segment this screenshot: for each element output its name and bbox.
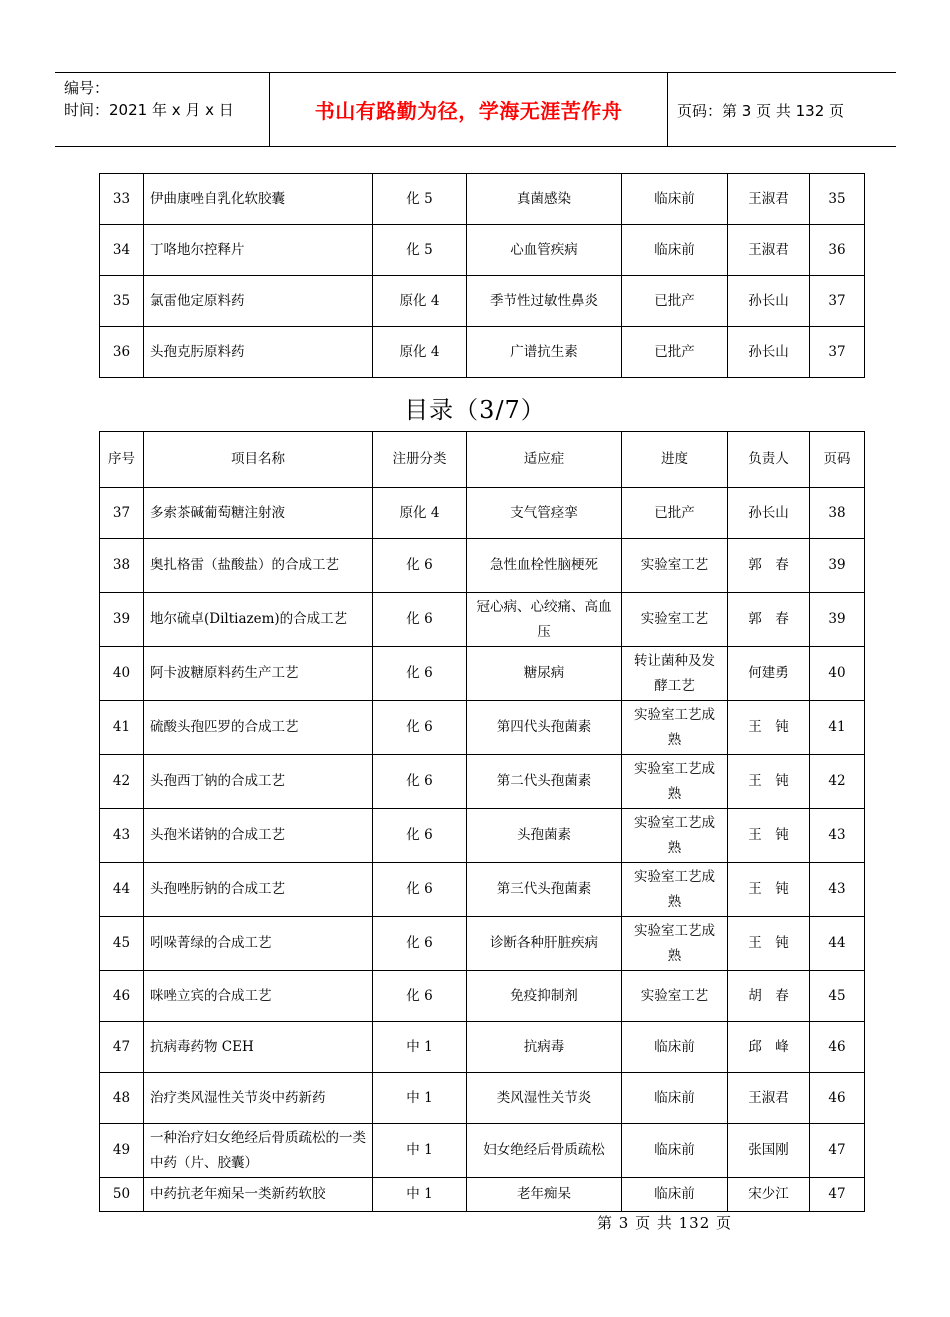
catalog-table-body bbox=[100, 174, 865, 378]
cell-page: 37 bbox=[810, 327, 865, 378]
cell-indication: 免疫抑制剂 bbox=[467, 971, 622, 1022]
table-row bbox=[100, 488, 865, 539]
time-text: 时间：2021 年 x 月 x 日 bbox=[64, 101, 234, 119]
cell-owner: 王 钝 bbox=[728, 755, 810, 809]
cell-page: 47 bbox=[810, 1124, 865, 1178]
table-row bbox=[100, 174, 865, 225]
cell-progress: 实验室工艺 bbox=[622, 539, 728, 593]
cell-name: 头孢唑肟钠的合成工艺 bbox=[144, 863, 373, 917]
cell-category: 原化 4 bbox=[373, 276, 467, 327]
cell-category: 原化 4 bbox=[373, 488, 467, 539]
cell-category: 中 1 bbox=[373, 1073, 467, 1124]
table-row bbox=[100, 647, 865, 701]
cell-category: 原化 4 bbox=[373, 327, 467, 378]
cell-indication: 糖尿病 bbox=[467, 647, 622, 701]
header-divider bbox=[667, 73, 668, 146]
cell-name: 伊曲康唑自乳化软胶囊 bbox=[144, 174, 373, 225]
cell-category: 中 1 bbox=[373, 1178, 467, 1212]
cell-name: 中药抗老年痴呆一类新药软胶 bbox=[144, 1178, 373, 1212]
table-row bbox=[100, 1022, 865, 1073]
cell-category: 化 6 bbox=[373, 593, 467, 647]
cell-no: 50 bbox=[100, 1178, 144, 1212]
cell-page: 38 bbox=[810, 488, 865, 539]
catalog-table bbox=[99, 431, 865, 1212]
cell-owner: 张国刚 bbox=[728, 1124, 810, 1178]
table-row bbox=[100, 1073, 865, 1124]
cell-no: 48 bbox=[100, 1073, 144, 1124]
cell-progress: 临床前 bbox=[622, 1022, 728, 1073]
header-owner: 负责人 bbox=[728, 432, 810, 488]
table-row bbox=[100, 755, 865, 809]
cell-owner: 王 钝 bbox=[728, 917, 810, 971]
cell-page: 42 bbox=[810, 755, 865, 809]
cell-name: 治疗类风湿性关节炎中药新药 bbox=[144, 1073, 373, 1124]
cell-page: 39 bbox=[810, 593, 865, 647]
cell-category: 化 5 bbox=[373, 174, 467, 225]
table-row bbox=[100, 971, 865, 1022]
cell-no: 37 bbox=[100, 488, 144, 539]
table-row bbox=[100, 539, 865, 593]
table-header-row bbox=[100, 432, 865, 488]
table-row bbox=[100, 225, 865, 276]
cell-page: 39 bbox=[810, 539, 865, 593]
cell-owner: 郭 春 bbox=[728, 593, 810, 647]
cell-progress: 实验室工艺 bbox=[622, 971, 728, 1022]
section-title: 目录（3/7） bbox=[404, 396, 546, 424]
cell-progress: 已批产 bbox=[622, 327, 728, 378]
cell-name: 咪唑立宾的合成工艺 bbox=[144, 971, 373, 1022]
cell-no: 40 bbox=[100, 647, 144, 701]
cell-indication: 季节性过敏性鼻炎 bbox=[467, 276, 622, 327]
header-category: 注册分类 bbox=[373, 432, 467, 488]
page-footer: 第 3 页 共 132 页 bbox=[597, 1214, 733, 1232]
cell-category: 化 6 bbox=[373, 971, 467, 1022]
cell-indication: 真菌感染 bbox=[467, 174, 622, 225]
cell-page: 46 bbox=[810, 1022, 865, 1073]
cell-owner: 王 钝 bbox=[728, 809, 810, 863]
cell-owner: 王淑君 bbox=[728, 1073, 810, 1124]
cell-indication: 冠心病、心绞痛、高血压 bbox=[467, 593, 622, 647]
cell-no: 46 bbox=[100, 971, 144, 1022]
cell-no: 49 bbox=[100, 1124, 144, 1178]
cell-progress: 实验室工艺成熟 bbox=[622, 917, 728, 971]
cell-no: 34 bbox=[100, 225, 144, 276]
cell-indication: 第四代头孢菌素 bbox=[467, 701, 622, 755]
cell-owner: 孙长山 bbox=[728, 327, 810, 378]
cell-category: 化 6 bbox=[373, 701, 467, 755]
cell-name: 头孢西丁钠的合成工艺 bbox=[144, 755, 373, 809]
cell-name: 抗病毒药物 CEH bbox=[144, 1022, 373, 1073]
header-indication: 适应症 bbox=[467, 432, 622, 488]
header-no: 序号 bbox=[100, 432, 144, 488]
header-name: 项目名称 bbox=[144, 432, 373, 488]
cell-page: 44 bbox=[810, 917, 865, 971]
table-row bbox=[100, 1124, 865, 1178]
cell-name: 头孢米诺钠的合成工艺 bbox=[144, 809, 373, 863]
cell-progress: 实验室工艺成熟 bbox=[622, 809, 728, 863]
cell-page: 45 bbox=[810, 971, 865, 1022]
cell-indication: 头孢菌素 bbox=[467, 809, 622, 863]
cell-category: 化 6 bbox=[373, 539, 467, 593]
table-row bbox=[100, 276, 865, 327]
cell-owner: 郭 春 bbox=[728, 539, 810, 593]
cell-progress: 实验室工艺 bbox=[622, 593, 728, 647]
cell-name: 阿卡波糖原料药生产工艺 bbox=[144, 647, 373, 701]
header-motto: 书山有路勤为径，学海无涯苦作舟 bbox=[314, 99, 623, 123]
cell-no: 39 bbox=[100, 593, 144, 647]
cell-no: 44 bbox=[100, 863, 144, 917]
cell-progress: 临床前 bbox=[622, 1178, 728, 1212]
cell-progress: 实验室工艺成熟 bbox=[622, 755, 728, 809]
cell-page: 43 bbox=[810, 809, 865, 863]
cell-name: 硫酸头孢匹罗的合成工艺 bbox=[144, 701, 373, 755]
cell-category: 化 5 bbox=[373, 225, 467, 276]
cell-indication: 广谱抗生素 bbox=[467, 327, 622, 378]
cell-no: 33 bbox=[100, 174, 144, 225]
cell-indication: 诊断各种肝脏疾病 bbox=[467, 917, 622, 971]
cell-no: 47 bbox=[100, 1022, 144, 1073]
cell-name: 一种治疗妇女绝经后骨质疏松的一类中药（片、胶囊） bbox=[144, 1124, 373, 1178]
catalog-table-continued bbox=[99, 173, 865, 378]
header-page-number: 页码：第 3 页 共 132 页 bbox=[677, 102, 845, 120]
cell-owner: 孙长山 bbox=[728, 488, 810, 539]
cell-owner: 何建勇 bbox=[728, 647, 810, 701]
header-page: 页码 bbox=[810, 432, 865, 488]
table-row bbox=[100, 593, 865, 647]
cell-name: 地尔硫卓(Diltiazem)的合成工艺 bbox=[144, 593, 373, 647]
page-header bbox=[55, 72, 896, 147]
table-row bbox=[100, 1178, 865, 1212]
cell-indication: 类风湿性关节炎 bbox=[467, 1073, 622, 1124]
table-row bbox=[100, 327, 865, 378]
cell-indication: 支气管痉挛 bbox=[467, 488, 622, 539]
cell-page: 37 bbox=[810, 276, 865, 327]
cell-category: 中 1 bbox=[373, 1022, 467, 1073]
cell-no: 43 bbox=[100, 809, 144, 863]
cell-indication: 心血管疾病 bbox=[467, 225, 622, 276]
cell-progress: 临床前 bbox=[622, 1073, 728, 1124]
cell-progress: 实验室工艺成熟 bbox=[622, 863, 728, 917]
cell-indication: 第二代头孢菌素 bbox=[467, 755, 622, 809]
cell-progress: 临床前 bbox=[622, 174, 728, 225]
cell-no: 35 bbox=[100, 276, 144, 327]
cell-name: 多索茶碱葡萄糖注射液 bbox=[144, 488, 373, 539]
cell-progress: 转让菌种及发酵工艺 bbox=[622, 647, 728, 701]
cell-category: 化 6 bbox=[373, 863, 467, 917]
code-label: 编号： bbox=[64, 79, 110, 97]
cell-page: 41 bbox=[810, 701, 865, 755]
cell-owner: 邱 峰 bbox=[728, 1022, 810, 1073]
catalog-table-body bbox=[100, 488, 865, 1212]
cell-category: 化 6 bbox=[373, 809, 467, 863]
header-progress: 进度 bbox=[622, 432, 728, 488]
cell-owner: 王 钝 bbox=[728, 863, 810, 917]
cell-page: 40 bbox=[810, 647, 865, 701]
cell-progress: 实验室工艺成熟 bbox=[622, 701, 728, 755]
cell-indication: 老年痴呆 bbox=[467, 1178, 622, 1212]
cell-name: 吲哚菁绿的合成工艺 bbox=[144, 917, 373, 971]
cell-owner: 王 钝 bbox=[728, 701, 810, 755]
cell-page: 46 bbox=[810, 1073, 865, 1124]
cell-page: 35 bbox=[810, 174, 865, 225]
table-row bbox=[100, 809, 865, 863]
cell-indication: 妇女绝经后骨质疏松 bbox=[467, 1124, 622, 1178]
table-row bbox=[100, 701, 865, 755]
cell-owner: 王淑君 bbox=[728, 174, 810, 225]
cell-name: 丁咯地尔控释片 bbox=[144, 225, 373, 276]
cell-page: 47 bbox=[810, 1178, 865, 1212]
cell-owner: 孙长山 bbox=[728, 276, 810, 327]
cell-no: 45 bbox=[100, 917, 144, 971]
cell-name: 头孢克肟原料药 bbox=[144, 327, 373, 378]
cell-indication: 抗病毒 bbox=[467, 1022, 622, 1073]
cell-progress: 已批产 bbox=[622, 488, 728, 539]
cell-no: 36 bbox=[100, 327, 144, 378]
cell-indication: 急性血栓性脑梗死 bbox=[467, 539, 622, 593]
cell-name: 奥扎格雷（盐酸盐）的合成工艺 bbox=[144, 539, 373, 593]
cell-category: 化 6 bbox=[373, 647, 467, 701]
cell-no: 38 bbox=[100, 539, 144, 593]
cell-indication: 第三代头孢菌素 bbox=[467, 863, 622, 917]
cell-owner: 宋少江 bbox=[728, 1178, 810, 1212]
table-row bbox=[100, 917, 865, 971]
cell-category: 化 6 bbox=[373, 755, 467, 809]
table-row bbox=[100, 863, 865, 917]
cell-no: 42 bbox=[100, 755, 144, 809]
cell-category: 中 1 bbox=[373, 1124, 467, 1178]
cell-progress: 临床前 bbox=[622, 1124, 728, 1178]
header-meta bbox=[64, 77, 234, 121]
cell-progress: 已批产 bbox=[622, 276, 728, 327]
cell-owner: 王淑君 bbox=[728, 225, 810, 276]
cell-category: 化 6 bbox=[373, 917, 467, 971]
cell-page: 36 bbox=[810, 225, 865, 276]
cell-page: 43 bbox=[810, 863, 865, 917]
cell-name: 氯雷他定原料药 bbox=[144, 276, 373, 327]
cell-progress: 临床前 bbox=[622, 225, 728, 276]
cell-no: 41 bbox=[100, 701, 144, 755]
cell-owner: 胡 春 bbox=[728, 971, 810, 1022]
